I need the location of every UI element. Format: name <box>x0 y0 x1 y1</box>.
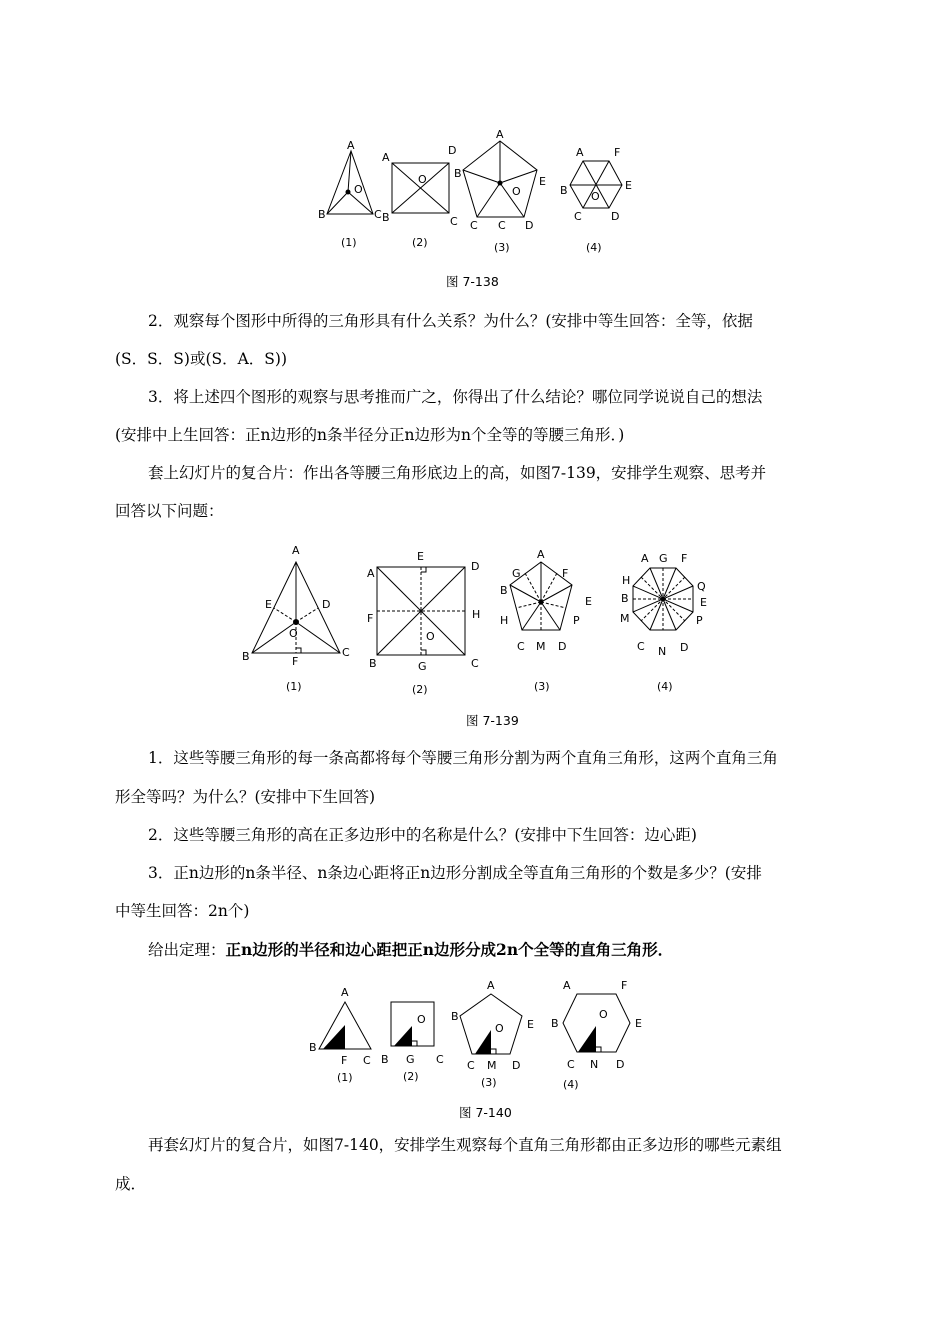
label-F: F <box>341 1054 348 1067</box>
figure-7-139 <box>230 540 730 705</box>
paragraph-q3b-line2: 中等生回答：2n个) <box>115 902 250 920</box>
label-A: A <box>496 128 504 141</box>
label-H: H <box>622 574 631 587</box>
sub-label-2: (2) <box>412 236 428 249</box>
label-G: G <box>512 567 521 580</box>
paragraph-slide-line1: 套上幻灯片的复合片：作出各等腰三角形底边上的高，如图7-139，安排学生观察、思考并 <box>148 464 767 482</box>
label-D: D <box>448 144 457 157</box>
paragraph-q1b-line2: 形全等吗？为什么？(安排中下生回答) <box>115 788 376 806</box>
label-A: A <box>487 979 495 992</box>
label-B: B <box>551 1017 559 1030</box>
sub-label-3: (3) <box>481 1076 497 1089</box>
label-A: A <box>563 979 571 992</box>
paragraph-slide2-line1: 再套幻灯片的复合片，如图7-140，安排学生观察每个直角三角形都由正多边形的哪些元素组 <box>148 1136 782 1154</box>
label-B: B <box>381 1053 389 1066</box>
sub-label-3: (3) <box>494 241 510 254</box>
label-D: D <box>322 598 331 611</box>
label-A: A <box>576 146 584 159</box>
label-F: F <box>614 146 621 159</box>
label-F: F <box>681 552 688 565</box>
label-E: E <box>265 598 272 611</box>
sub-label-2: (2) <box>412 683 428 696</box>
paragraph-q3-line2: (安排中上生回答：正n边形的n条半径分正n边形为n个全等的等腰三角形．) <box>115 426 625 444</box>
label-B: B <box>560 184 568 197</box>
figure-7-138 <box>300 125 650 265</box>
label-C: C <box>436 1053 444 1066</box>
label-C: C <box>450 215 458 228</box>
theorem-line <box>148 940 673 960</box>
label-M: M <box>536 640 546 653</box>
fig140-hexagon <box>563 994 630 1052</box>
label-D: D <box>616 1058 625 1071</box>
label-D: D <box>471 560 480 573</box>
fig140-right-triangle-1 <box>323 1025 345 1049</box>
sub-label-4: (4) <box>657 680 673 693</box>
label-D: D <box>512 1059 521 1072</box>
label-B: B <box>309 1041 317 1054</box>
label-C: C <box>363 1054 371 1067</box>
fig140-right-triangle-2 <box>394 1026 412 1046</box>
label-E: E <box>625 179 632 192</box>
fig140-right-triangle-4 <box>578 1026 596 1052</box>
label-B: B <box>454 167 462 180</box>
figure-caption-7-140: 图 7-140 <box>459 1105 512 1120</box>
label-A: A <box>641 552 649 565</box>
label-C: C <box>470 219 478 232</box>
label-N: N <box>590 1058 599 1071</box>
theorem-lead: 给出定理： <box>148 941 226 959</box>
fig138-square <box>392 163 449 213</box>
sub-label-1: (1) <box>337 1071 353 1084</box>
label-C: C <box>517 640 525 653</box>
label-O: O <box>354 183 363 196</box>
label-C: C <box>574 210 582 223</box>
paragraph-q3b-line1: 3．正n边形的n条半径、n条边心距将正n边形分割成全等直角三角形的个数是多少？(安排 <box>148 864 762 882</box>
label-C: C <box>467 1059 475 1072</box>
label-C: C <box>637 640 645 653</box>
paragraph-slide2-line2: 成． <box>115 1175 147 1193</box>
paragraph-q2-line2: (S．S．S)或(S．A．S)) <box>115 350 288 368</box>
paragraph-q3-line1: 3．将上述四个图形的观察与思考推而广之，你得出了什么结论？哪位同学说说自己的想法 <box>148 388 763 406</box>
label-C: C <box>471 657 479 670</box>
label-E: E <box>700 596 707 609</box>
label-F: F <box>621 979 628 992</box>
label-B: B <box>318 208 326 221</box>
label-H: H <box>500 614 509 627</box>
figure-caption-7-138: 图 7-138 <box>446 274 499 289</box>
fig139-square <box>377 567 465 655</box>
label-N: N <box>658 645 667 658</box>
label-F: F <box>562 567 569 580</box>
sub-label-2: (2) <box>403 1070 419 1083</box>
paragraph-q2b-line1: 2．这些等腰三角形的高在正多边形中的名称是什么？(安排中下生回答：边心距) <box>148 826 697 844</box>
label-B: B <box>500 584 508 597</box>
label-M: M <box>620 612 630 625</box>
label-A: A <box>537 548 545 561</box>
label-D: D <box>525 219 534 232</box>
label-C: C <box>342 646 350 659</box>
label-G: G <box>406 1053 415 1066</box>
label-A: A <box>382 151 390 164</box>
fig140-square <box>391 1002 434 1046</box>
label-Q: Q <box>697 580 706 593</box>
label-O: O <box>289 627 298 640</box>
label-E: E <box>585 595 592 608</box>
label-P: P <box>573 614 580 627</box>
label-B: B <box>621 592 629 605</box>
label-C: C <box>567 1058 575 1071</box>
label-D: D <box>558 640 567 653</box>
label-A: A <box>367 567 375 580</box>
label-G: G <box>418 660 427 673</box>
label-A: A <box>292 544 300 557</box>
label-M: M <box>487 1059 497 1072</box>
fig140-right-triangle-3 <box>475 1030 491 1054</box>
label-D: D <box>680 641 689 654</box>
fig138-pentagon <box>463 141 537 217</box>
label-O: O <box>495 1022 504 1035</box>
label-O: O <box>426 630 435 643</box>
label-F: F <box>292 655 299 668</box>
theorem-text: 正n边形的半径和边心距把正n边形分成2n个全等的直角三角形． <box>225 940 674 959</box>
label-A: A <box>341 986 349 999</box>
label-E: E <box>417 550 424 563</box>
sub-label-4: (4) <box>586 241 602 254</box>
label-B: B <box>451 1010 459 1023</box>
paragraph-slide-line2: 回答以下问题： <box>115 502 224 520</box>
label-E: E <box>635 1017 642 1030</box>
sub-label-4: (4) <box>563 1078 579 1091</box>
paragraph-q1b-line1: 1．这些等腰三角形的每一条高都将每个等腰三角形分割为两个直角三角形，这两个直角三角 <box>148 749 778 767</box>
label-E: E <box>527 1018 534 1031</box>
fig138-triangle <box>327 151 373 214</box>
label-C: C <box>498 219 506 232</box>
label-E: E <box>539 175 546 188</box>
label-A: A <box>347 139 355 152</box>
sub-label-1: (1) <box>341 236 357 249</box>
label-F: F <box>367 612 374 625</box>
label-O: O <box>417 1013 426 1026</box>
sub-label-3: (3) <box>534 680 550 693</box>
figure-caption-7-139: 图 7-139 <box>466 713 519 728</box>
paragraph-q2-line1: 2．观察每个图形中所得的三角形具有什么关系？为什么？(安排中等生回答：全等，依据 <box>148 312 753 330</box>
label-O: O <box>418 173 427 186</box>
label-O: O <box>591 190 600 203</box>
sub-label-1: (1) <box>286 680 302 693</box>
label-B: B <box>382 211 390 224</box>
label-C: C <box>374 208 382 221</box>
label-H: H <box>472 608 481 621</box>
label-P: P <box>696 614 703 627</box>
label-O: O <box>599 1008 608 1021</box>
label-B: B <box>369 657 377 670</box>
figure-7-140 <box>305 972 650 1092</box>
label-D: D <box>611 210 620 223</box>
label-G: G <box>659 552 668 565</box>
label-O: O <box>512 185 521 198</box>
label-B: B <box>242 650 250 663</box>
